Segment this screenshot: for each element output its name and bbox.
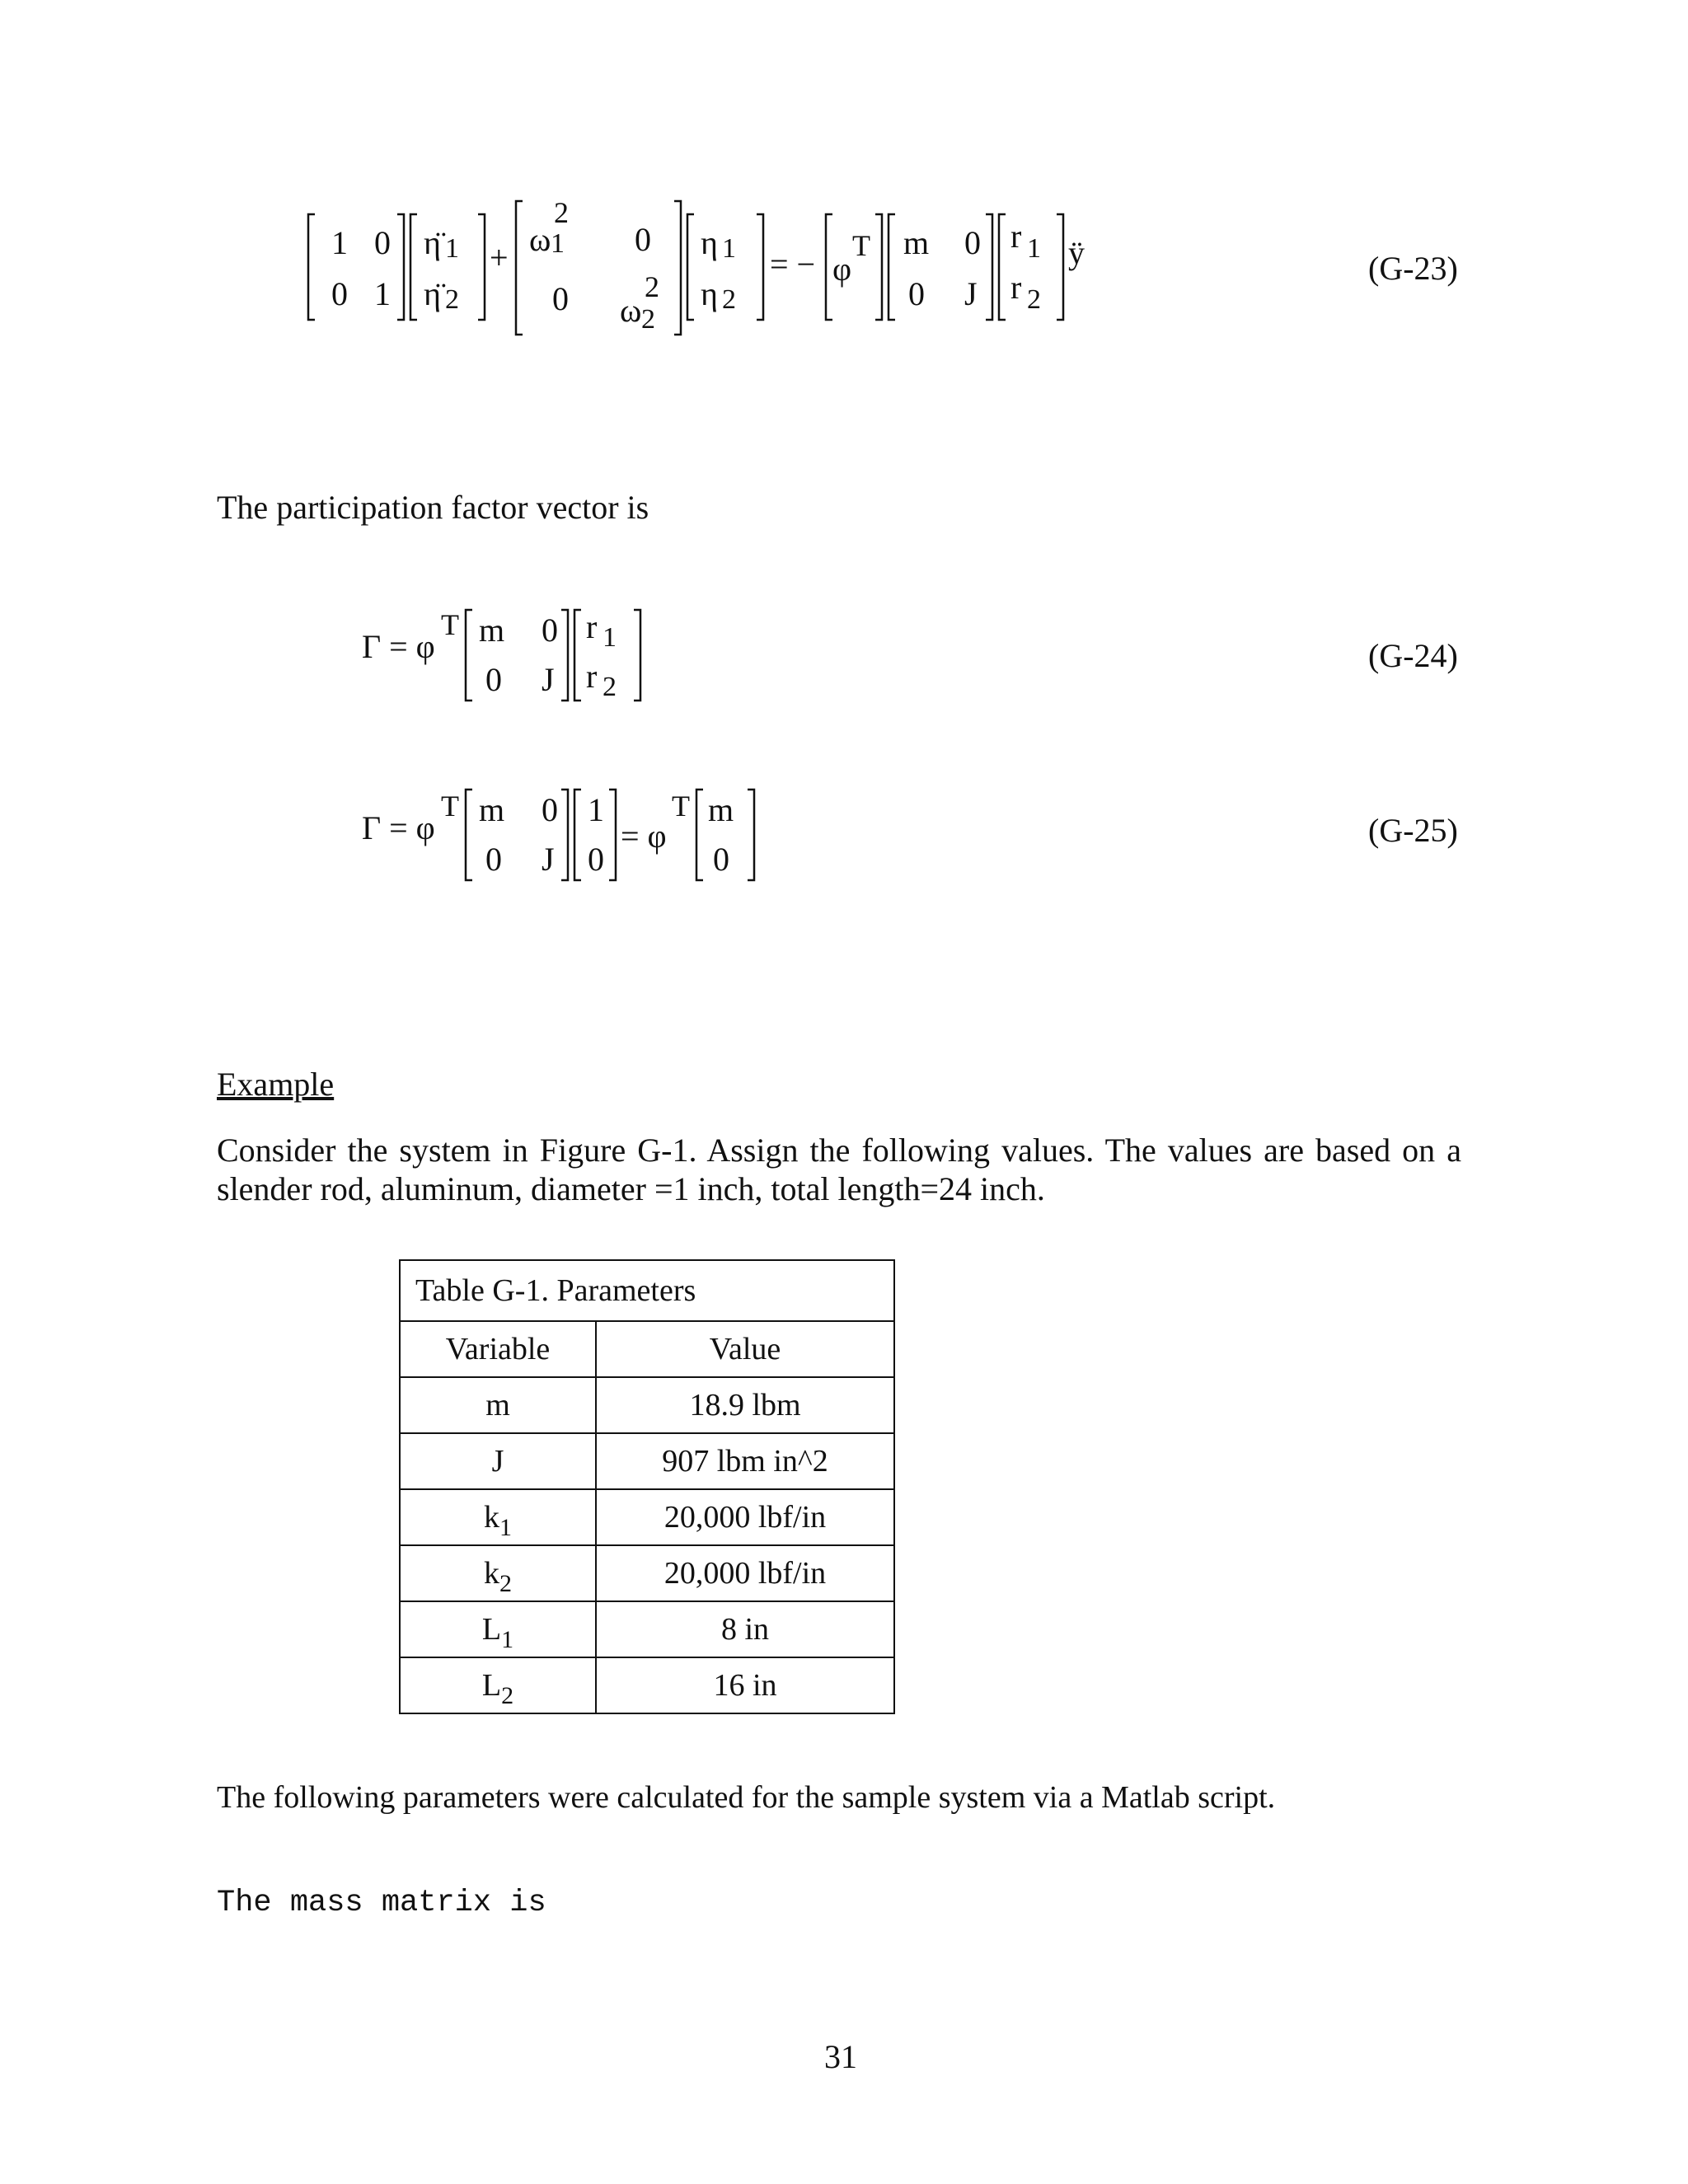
equation-g25 xyxy=(359,781,771,888)
bracket xyxy=(466,610,472,701)
value-cell: 20,000 lbf/in xyxy=(596,1545,894,1601)
superscript: T xyxy=(441,608,459,641)
r: r xyxy=(1010,269,1022,306)
subscript: 1 xyxy=(722,233,736,264)
table-row xyxy=(400,1433,894,1489)
bracket xyxy=(986,214,992,320)
matrix-cell: 0 xyxy=(485,661,502,698)
variable-symbol: L xyxy=(481,1668,502,1703)
bracket xyxy=(574,790,581,880)
parameters-table-container xyxy=(399,1259,895,1714)
matrix-cell: m xyxy=(903,224,930,261)
matrix-cell: 0 xyxy=(374,224,391,261)
vector-cell: 0 xyxy=(713,841,729,878)
gamma-phi: Γ = φ xyxy=(362,809,435,846)
matrix-cell: J xyxy=(542,841,555,878)
superscript: T xyxy=(441,790,459,823)
bracket xyxy=(561,610,568,701)
page-number: 31 xyxy=(824,2038,857,2075)
equation-number-g23: (G-23) xyxy=(1368,250,1458,287)
eta: η xyxy=(701,275,718,312)
equals-phi: = φ xyxy=(621,818,667,855)
superscript: T xyxy=(672,790,690,823)
bracket xyxy=(516,201,523,335)
r: r xyxy=(586,658,598,695)
matrix-cell: 0 xyxy=(908,275,925,312)
r: r xyxy=(586,608,598,645)
bracket xyxy=(889,214,895,320)
value-cell: 8 in xyxy=(596,1601,894,1657)
variable-cell xyxy=(400,1489,596,1545)
equation-g23 xyxy=(305,198,1096,338)
variable-subscript: 2 xyxy=(501,1682,514,1709)
superscript: 2 xyxy=(554,198,569,229)
matrix-cell: 0 xyxy=(331,275,348,312)
parameters-table xyxy=(399,1259,895,1714)
bracket xyxy=(308,214,315,320)
subscript: 2 xyxy=(722,284,736,315)
bracket xyxy=(634,610,640,701)
variable-symbol: L xyxy=(481,1612,502,1647)
table-row xyxy=(400,1657,894,1713)
gamma-phi: Γ = φ xyxy=(362,628,435,665)
omega: ω xyxy=(620,292,642,329)
bracket xyxy=(826,214,832,320)
variable-subscript: 2 xyxy=(499,1570,512,1597)
bracket xyxy=(999,214,1006,320)
y-ddot: ÿ xyxy=(1068,234,1085,271)
matrix-cell: J xyxy=(542,661,555,698)
matrix-cell: 0 xyxy=(635,221,651,258)
bracket xyxy=(674,201,681,335)
bracket xyxy=(1057,214,1063,320)
matrix-cell: 1 xyxy=(374,275,391,312)
header-value: Value xyxy=(596,1321,894,1377)
example-paragraph: Consider the system in Figure G-1. Assign the following values. The values are based on a slender rod, aluminum, diameter =1 inch, total length=24 inch. xyxy=(217,1132,1461,1207)
bracket xyxy=(748,790,754,880)
superscript: 2 xyxy=(645,270,659,303)
value-cell: 16 in xyxy=(596,1657,894,1713)
variable-symbol: k xyxy=(484,1500,499,1535)
variable-cell xyxy=(400,1377,596,1433)
variable-symbol: m xyxy=(485,1388,510,1422)
bracket xyxy=(410,214,417,320)
matrix-cell: 1 xyxy=(331,224,348,261)
phi: φ xyxy=(832,251,852,288)
table-header-row xyxy=(400,1321,894,1377)
subscript: 1 xyxy=(551,228,565,259)
subscript: 2 xyxy=(1027,284,1041,315)
equation-g25-svg xyxy=(359,781,771,888)
subscript: 2 xyxy=(445,284,459,315)
bracket xyxy=(609,790,616,880)
bracket xyxy=(696,790,703,880)
variable-cell xyxy=(400,1433,596,1489)
equation-g24-svg xyxy=(359,602,655,709)
table-row xyxy=(400,1489,894,1545)
r: r xyxy=(1010,218,1022,255)
table-row xyxy=(400,1377,894,1433)
omega: ω xyxy=(529,221,551,258)
eta: η xyxy=(701,224,718,261)
matrix-cell: m xyxy=(479,612,505,649)
matrix-cell: 0 xyxy=(542,612,558,649)
bracket xyxy=(478,214,485,320)
table-row xyxy=(400,1545,894,1601)
matrix-cell: 0 xyxy=(485,841,502,878)
bracket xyxy=(687,214,694,320)
subscript: 2 xyxy=(603,672,617,702)
vector-cell: 1 xyxy=(588,791,604,828)
table-caption: Table G-1. Parameters xyxy=(400,1260,894,1321)
vector-cell: 0 xyxy=(588,841,604,878)
equation-number-g24: (G-24) xyxy=(1368,637,1458,674)
variable-cell xyxy=(400,1601,596,1657)
matlab-output-line: The mass matrix is xyxy=(217,1886,546,1920)
variable-cell xyxy=(400,1545,596,1601)
example-heading: Example xyxy=(217,1066,335,1103)
variable-cell xyxy=(400,1657,596,1713)
plus-sign: + xyxy=(490,239,509,276)
subscript: 1 xyxy=(603,622,617,653)
eta-ddot: η̈ xyxy=(424,224,441,261)
bracket xyxy=(466,790,472,880)
bracket xyxy=(561,790,568,880)
variable-subscript: 1 xyxy=(499,1514,512,1541)
value-cell: 20,000 lbf/in xyxy=(596,1489,894,1545)
participation-text: The participation factor vector is xyxy=(217,489,649,526)
matrix-cell: 0 xyxy=(552,280,569,317)
superscript: T xyxy=(852,229,870,262)
variable-symbol: J xyxy=(491,1444,504,1479)
matrix-cell: 0 xyxy=(964,224,981,261)
equation-g23-svg xyxy=(305,198,1096,338)
matrix-cell: m xyxy=(479,791,505,828)
matrix-cell: J xyxy=(964,275,978,312)
variable-subscript: 1 xyxy=(501,1626,514,1653)
value-cell: 18.9 lbm xyxy=(596,1377,894,1433)
calculation-text: The following parameters were calculated for the sample system via a Matlab script. xyxy=(217,1780,1276,1815)
bracket xyxy=(574,610,581,701)
subscript: 2 xyxy=(641,304,655,335)
vector-cell: m xyxy=(708,791,734,828)
bracket xyxy=(757,214,763,320)
subscript: 1 xyxy=(445,233,459,264)
equation-number-g25: (G-25) xyxy=(1368,812,1458,849)
subscript: 1 xyxy=(1027,233,1041,264)
bracket xyxy=(397,214,404,320)
equals-minus: = − xyxy=(770,246,816,283)
eta-ddot: η̈ xyxy=(424,275,441,312)
table-caption-row xyxy=(400,1260,894,1321)
equation-g24 xyxy=(359,602,655,709)
matrix-cell: 0 xyxy=(542,791,558,828)
bracket xyxy=(875,214,882,320)
value-cell: 907 lbm in^2 xyxy=(596,1433,894,1489)
table-row xyxy=(400,1601,894,1657)
variable-symbol: k xyxy=(484,1556,499,1591)
header-variable: Variable xyxy=(400,1321,596,1377)
